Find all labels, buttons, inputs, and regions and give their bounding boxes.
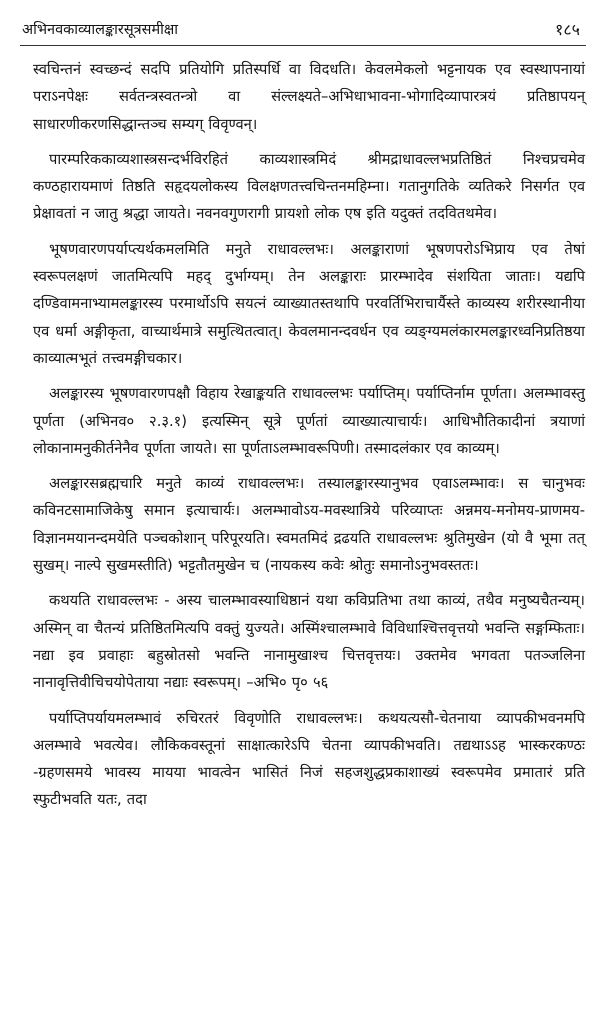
paragraph-2 [33,146,585,228]
paragraph-text: पर्याप्तिपर्यायमलम्भावं रुचिरतरं विवृणोति राधावल्लभः। कथयत्यसौ-चेतनाया व्यापकीभवनमपि अलम्भावे भवत्येव। लौकिकवस्तूनां साक्षात्कारेऽपि चेतना व्यापकीभवति। तद्यथाऽऽह भास्करकण्ठः -ग्रहणसमये भावस्य मायया भावत्वेन भासितं निजं सहजशुद्धप्रकाशाख्यं स्वरूपमेव प्रमातारं प्रति स्फुटीभवति यतः, तदा [33,709,585,809]
paragraph-text: पारम्परिककाव्यशास्त्रसन्दर्भविरहितं काव्यशास्त्रमिदं श्रीमद्राधावल्लभप्रतिष्ठितं निश्चप्रचमेव कण्ठहारायमाणं तिष्ठति सहृदयलोकस्य विलक्षणतत्त्वचिन्तनमहिम्ना। गतानुगतिके व्यतिकरे निसर्गत एव प्रेक्षावतां न जातु श्रद्धा जायते। नवनवगुणरागी प्रायशो लोक एष इति यदुक्तं तदवितथमेव। [33,150,585,223]
paragraph-6 [33,587,585,696]
page-body [33,56,585,822]
paragraph-4 [33,380,585,462]
running-title: अभिनवकाव्यालङ्कारसूत्रसमीक्षा [22,22,179,38]
paragraph-text: भूषणवारणपर्याप्त्यर्थकमलमिति मनुते राधावल्लभः। अलङ्काराणां भूषणपरोऽभिप्राय एव तेषां स्वरूपलक्षणं जातमित्यपि महद् दुर्भाग्यम्। तेन अलङ्काराः प्रारम्भादेव संशयिता जाताः। यद्यपि दण्डिवामनाभ्यामलङ्कारस्य परमार्थोऽपि सयत्नं व्याख्यातस्तथापि परवर्तिभिराचार्यैस्ते काव्यस्य शरीरस्थानीया एव धर्मा अङ्गीकृता, वाच्यार्थमात्रे समुत्थितत्वात्। केवलमानन्दवर्धन एव व्यङ्ग्यमलंकारमलङ्कारध्वनिप्रतिष्ठया काव्यात्मभूतं तत्त्वमङ्गीचकार। [33,240,585,367]
paragraph-7 [33,705,585,814]
paragraph-text: स्वचिन्तनं स्वच्छन्दं सदपि प्रतियोगि प्रतिस्पर्धि वा विदधति। केवलमेकलो भट्टनायक एव स्वस्थापनायां पराऽनपेक्षः सर्वतन्त्रस्वतन्त्रो वा संल्लक्ष्यते–अभिधाभावना-भोगादिव्यापारत्रयं प्रतिष्ठापयन् साधारणीकरणसिद्धान्तञ्च सम्यग् विवृण्वन्। [33,61,585,133]
paragraph-text: कथयति राधावल्लभः - अस्य चालम्भावस्याधिष्ठानं यथा कविप्रतिभा तथा काव्यं, तथैव मनुष्यचैतन्यम्। अस्मिन् वा चैतन्यं प्रतिष्ठितमित्यपि वक्तुं युज्यते। अस्मिंश्चालम्भावे विविधाश्चित्तवृत्तयो भवन्ति सङ्गम्फिताः। नद्या इव प्रवाहाः बहुस्रोतसो भवन्ति नानामुखाश्च चित्तवृत्तयः। उक्तमेव भगवता पतञ्जलिना नानावृत्तिवीचिचयोपेताया नद्याः स्वरूपम्। –अभि० पृ० ५६ [33,592,585,692]
paragraph-3 [33,236,585,372]
page-number: १८५ [555,20,580,39]
running-header [22,18,580,42]
paragraph-text: अलङ्कारस्य भूषणवारणपक्षौ विहाय रेखाङ्कयति राधावल्लभः पर्याप्तिम्। पर्याप्तिर्नाम पूर्णता। अलम्भावस्तु पूर्णता (अभिनव० २.३.१) इत्यस्मिन् सूत्रे पूर्णतां व्याख्यात्याचार्यः। आधिभौतिकादीनां त्रयाणां लोकानामनुकीर्तनेनैव पूर्णता जायते। सा पूर्णताऽलम्भावरूपिणी। तस्मादलंकार एव काव्यम्। [33,385,585,457]
paragraph-text: अलङ्कारसब्रह्मचारि मनुते काव्यं राधावल्लभः। तस्यालङ्कारस्यानुभव एवाऽलम्भावः। स चानुभवः कविनटसामाजिकेषु समान इत्याचार्यः। अलम्भावोऽय-मवस्थात्रिये परिव्याप्तः अन्नमय-मनोमय-प्राणमय-विज्ञानमयानन्दमयेति पञ्चकोशान् परिपूरयति। स्वमतमिदं द्रढयति राधावल्लभः श्रुतिमुखेन (यो वै भूमा तत् सुखम्। नाल्पे सुखमस्तीति) भट्टतौतमुखेन च (नायकस्य कवेः श्रोतुः समानोऽनुभवस्ततः। [33,475,585,575]
paragraph-1 [33,56,585,138]
paragraph-5 [33,470,585,579]
header-rule [20,45,586,46]
